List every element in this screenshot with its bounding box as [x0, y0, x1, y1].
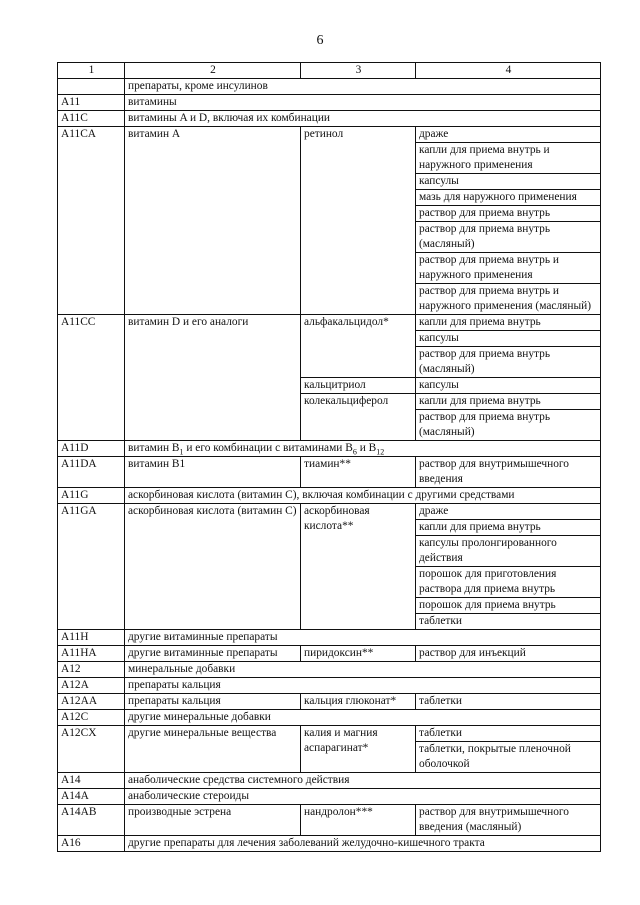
dosage-form: капли для приема внутрь	[416, 519, 600, 535]
atc-code: A11CA	[58, 127, 125, 315]
table-row	[58, 441, 601, 457]
drug-name: калия и магния аспарагинат*	[301, 726, 416, 773]
drug-name: нандролон***	[301, 805, 416, 836]
table-row	[58, 488, 601, 504]
group-name: витамины	[125, 95, 601, 111]
table-row	[58, 678, 601, 694]
dosage-form: капли для приема внутрь и наружного применения	[416, 142, 600, 173]
table-row	[58, 315, 601, 378]
table-row	[58, 662, 601, 678]
table-row	[58, 111, 601, 127]
table-row	[58, 630, 601, 646]
atc-code: A12CX	[58, 726, 125, 773]
drug-table	[57, 62, 601, 852]
atc-code: A14	[58, 773, 125, 789]
dosage-forms	[416, 726, 601, 773]
drug-name: кальция глюконат*	[301, 694, 416, 710]
table-row	[58, 726, 601, 773]
group-name: другие минеральные вещества	[125, 726, 301, 773]
dosage-form: таблетки	[419, 727, 463, 739]
text-part: и его комбинации с витаминами B	[183, 442, 353, 454]
table-row	[58, 773, 601, 789]
dosage-form: драже	[419, 128, 449, 140]
dosage-form: раствор для приема внутрь (масляный)	[416, 409, 600, 440]
table-row	[58, 805, 601, 836]
atc-code: A11H	[58, 630, 125, 646]
table-row	[58, 127, 601, 315]
drug-name: колекальциферол	[301, 394, 416, 441]
atc-code: A12A	[58, 678, 125, 694]
dosage-forms	[416, 394, 601, 441]
table-header-row	[58, 63, 601, 79]
dosage-form: капсулы	[416, 173, 600, 189]
group-name: аскорбиновая кислота (витамин C)	[125, 504, 301, 630]
dosage-form: порошок для приема внутрь	[416, 597, 600, 613]
dosage-form: раствор для приема внутрь (масляный)	[416, 221, 600, 252]
table-row	[58, 710, 601, 726]
atc-code: A14A	[58, 789, 125, 805]
drug-name: аскорбиновая кислота**	[301, 504, 416, 630]
text-part: витамин B	[128, 442, 180, 454]
dosage-form: капли для приема внутрь	[419, 395, 541, 407]
drug-name: кальцитриол	[301, 378, 416, 394]
header-col-3: 3	[301, 63, 416, 79]
group-name	[125, 441, 601, 457]
group-name: другие витаминные препараты	[125, 646, 301, 662]
header-col-4: 4	[416, 63, 601, 79]
group-name: другие минеральные добавки	[125, 710, 601, 726]
text-part: и B	[356, 442, 377, 454]
page-number: 6	[316, 33, 324, 48]
dosage-form: раствор для приема внутрь и наружного применения (масляный)	[416, 283, 600, 314]
group-name: другие витаминные препараты	[125, 630, 601, 646]
atc-code: A11CC	[58, 315, 125, 441]
dosage-forms	[416, 315, 601, 378]
atc-code: A11G	[58, 488, 125, 504]
table-row	[58, 457, 601, 488]
drug-name: ретинол	[301, 127, 416, 315]
group-name: препараты, кроме инсулинов	[125, 79, 601, 95]
dosage-form: таблетки, покрытые пленочной оболочкой	[416, 741, 600, 772]
dosage-forms	[416, 378, 601, 394]
table-row	[58, 836, 601, 852]
dosage-form: мазь для наружного применения	[416, 189, 600, 205]
dosage-form: таблетки	[416, 694, 601, 710]
dosage-form: драже	[419, 505, 449, 517]
table-row	[58, 95, 601, 111]
drug-name: альфакальцидол*	[301, 315, 416, 378]
dosage-form: раствор для приема внутрь	[416, 205, 600, 221]
subscript: 6	[352, 447, 357, 457]
atc-code: A16	[58, 836, 125, 852]
dosage-form: раствор для внутримышечного введения (масляный)	[416, 805, 601, 836]
table-row	[58, 694, 601, 710]
atc-code: A11GA	[58, 504, 125, 630]
atc-code: A12	[58, 662, 125, 678]
dosage-form: раствор для приема внутрь и наружного применения	[416, 252, 600, 283]
drug-name: тиамин**	[301, 457, 416, 488]
group-name: другие препараты для лечения заболеваний желудочно-кишечного тракта	[125, 836, 601, 852]
subscript: 1	[179, 447, 184, 457]
dosage-forms	[416, 127, 601, 315]
subscript: 12	[376, 447, 385, 457]
dosage-form: раствор для внутримышечного введения	[416, 457, 601, 488]
header-col-1: 1	[58, 63, 125, 79]
atc-code: A11DA	[58, 457, 125, 488]
group-name: витамин A	[125, 127, 301, 315]
atc-code: A11D	[58, 441, 125, 457]
group-name: препараты кальция	[125, 678, 601, 694]
table-row	[58, 789, 601, 805]
dosage-forms	[416, 504, 601, 630]
group-name: витамин D и его аналоги	[125, 315, 301, 441]
atc-code: A11	[58, 95, 125, 111]
atc-code	[58, 79, 125, 95]
group-name: аскорбиновая кислота (витамин C), включая комбинации с другими средствами	[125, 488, 601, 504]
atc-code: A11HA	[58, 646, 125, 662]
atc-code: A14AB	[58, 805, 125, 836]
dosage-form: раствор для приема внутрь (масляный)	[416, 346, 600, 377]
dosage-form: капсулы пролонгированного действия	[416, 535, 600, 566]
header-col-2: 2	[125, 63, 301, 79]
atc-code: A11C	[58, 111, 125, 127]
dosage-form: таблетки	[416, 613, 600, 629]
drug-name: пиридоксин**	[301, 646, 416, 662]
group-name: препараты кальция	[125, 694, 301, 710]
dosage-form: раствор для инъекций	[416, 646, 601, 662]
group-name: анаболические стероиды	[125, 789, 601, 805]
dosage-form: капсулы	[416, 330, 600, 346]
dosage-form: порошок для приготовления раствора для приема внутрь	[416, 566, 600, 597]
table-row	[58, 646, 601, 662]
atc-code: A12AA	[58, 694, 125, 710]
atc-code: A12C	[58, 710, 125, 726]
table-row	[58, 504, 601, 630]
group-name: производные эстрена	[125, 805, 301, 836]
group-name: анаболические средства системного действия	[125, 773, 601, 789]
group-name: витамин B1	[125, 457, 301, 488]
dosage-form: капли для приема внутрь	[419, 316, 541, 328]
dosage-form: капсулы	[419, 379, 459, 391]
group-name: витамины A и D, включая их комбинации	[125, 111, 601, 127]
group-name: минеральные добавки	[125, 662, 601, 678]
table-row	[58, 79, 601, 95]
